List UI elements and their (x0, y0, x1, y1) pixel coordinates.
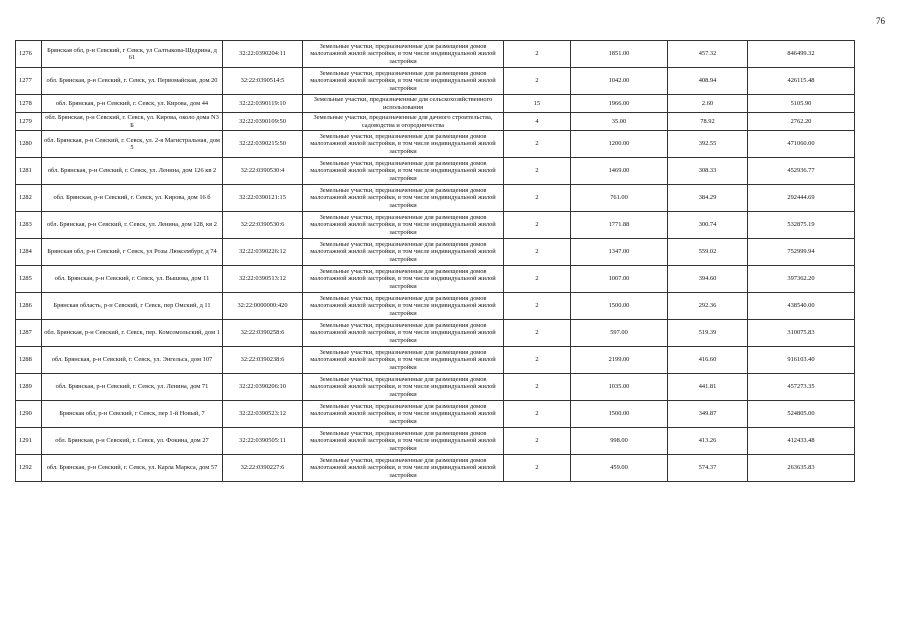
rate-cell: 457.32 (668, 41, 748, 68)
cadastral-number-cell: 32:22:0390215:50 (223, 131, 303, 158)
cadastral-value-cell: 916103.40 (748, 347, 855, 374)
land-use-cell: Земельные участки, предназначенные для сельскохозяйственного использования (303, 95, 504, 113)
cadastral-value-cell: 263635.83 (748, 455, 855, 482)
rate-cell: 519.39 (668, 320, 748, 347)
row-number: 1292 (16, 455, 42, 482)
table-row (16, 266, 855, 293)
land-use-cell: Земельные участки, предназначенные для размещения домов малоэтажной жилой застройки, в том числе индивидуальной жилой застройки (303, 428, 504, 455)
rate-cell: 78.92 (668, 113, 748, 131)
address-cell: обл. Брянская, р-н Севский, г. Севск, ул. Ленина, дом 128, кв 2 (42, 212, 223, 239)
area-cell: 1966.00 (571, 95, 668, 113)
table-row (16, 212, 855, 239)
cadastral-number-cell: 32:22:0390226:12 (223, 239, 303, 266)
land-use-cell: Земельные участки, предназначенные для размещения домов малоэтажной жилой застройки, в том числе индивидуальной жилой застройки (303, 239, 504, 266)
row-number: 1277 (16, 68, 42, 95)
land-use-cell: Земельные участки, предназначенные для дачного строительства, садоводства и огородничества (303, 113, 504, 131)
address-cell: обл. Брянская, р-н Севский, г. Севск, пер. Комсомольский, дом 1 (42, 320, 223, 347)
area-cell: 1851.00 (571, 41, 668, 68)
table-row (16, 131, 855, 158)
land-use-cell: Земельные участки, предназначенные для размещения домов малоэтажной жилой застройки, в том числе индивидуальной жилой застройки (303, 374, 504, 401)
cadastral-value-cell: 2762.20 (748, 113, 855, 131)
row-number: 1279 (16, 113, 42, 131)
land-use-cell: Земельные участки, предназначенные для размещения домов малоэтажной жилой застройки, в том числе индивидуальной жилой застройки (303, 266, 504, 293)
cadastral-number-cell: 32:22:0390206:10 (223, 374, 303, 401)
cadastral-number-cell: 32:22:0390204:11 (223, 41, 303, 68)
address-cell: обл. Брянская, р-н Севский, г. Севск, ул. Ленина, дом 71 (42, 374, 223, 401)
table-row (16, 158, 855, 185)
rate-cell: 308.33 (668, 158, 748, 185)
table-row (16, 68, 855, 95)
table-row (16, 428, 855, 455)
rate-cell: 292.36 (668, 293, 748, 320)
land-use-cell: Земельные участки, предназначенные для размещения домов малоэтажной жилой застройки, в том числе индивидуальной жилой застройки (303, 455, 504, 482)
table-row (16, 293, 855, 320)
rate-cell: 394.60 (668, 266, 748, 293)
land-use-cell: Земельные участки, предназначенные для размещения домов малоэтажной жилой застройки, в том числе индивидуальной жилой застройки (303, 41, 504, 68)
land-use-cell: Земельные участки, предназначенные для размещения домов малоэтажной жилой застройки, в том числе индивидуальной жилой застройки (303, 212, 504, 239)
cadastral-value-cell: 452936.77 (748, 158, 855, 185)
area-cell: 1347.00 (571, 239, 668, 266)
land-use-cell: Земельные участки, предназначенные для размещения домов малоэтажной жилой застройки, в том числе индивидуальной жилой застройки (303, 293, 504, 320)
address-cell: обл. Брянская, р-н Севский, г. Севск, ул. Карла Маркса, дом 57 (42, 455, 223, 482)
table-row (16, 239, 855, 266)
area-cell: 1469.00 (571, 158, 668, 185)
cadastral-value-cell: 524805.00 (748, 401, 855, 428)
cadastral-number-cell: 32:22:0390227:6 (223, 455, 303, 482)
table-row (16, 455, 855, 482)
area-cell: 1042.00 (571, 68, 668, 95)
cadastral-number-cell: 32:22:0390238:6 (223, 347, 303, 374)
table-row (16, 401, 855, 428)
address-cell: обл. Брянская, р-н Севский, г. Севск, ул. Вышова, дом 11 (42, 266, 223, 293)
land-use-cell: Земельные участки, предназначенные для размещения домов малоэтажной жилой застройки, в том числе индивидуальной жилой застройки (303, 185, 504, 212)
row-number: 1283 (16, 212, 42, 239)
land-use-cell: Земельные участки, предназначенные для размещения домов малоэтажной жилой застройки, в том числе индивидуальной жилой застройки (303, 68, 504, 95)
land-use-cell: Земельные участки, предназначенные для размещения домов малоэтажной жилой застройки, в том числе индивидуальной жилой застройки (303, 131, 504, 158)
cadastral-value-cell: 752999.94 (748, 239, 855, 266)
table-row (16, 95, 855, 113)
cadastral-value-cell: 846499.32 (748, 41, 855, 68)
category-cell: 2 (504, 68, 571, 95)
area-cell: 1200.00 (571, 131, 668, 158)
rate-cell: 384.29 (668, 185, 748, 212)
rate-cell: 559.02 (668, 239, 748, 266)
cadastral-value-cell: 412433.48 (748, 428, 855, 455)
area-cell: 1500.00 (571, 293, 668, 320)
address-cell: Брянская обл, р-н Севский, г Севск, пер 1-й Новый, 7 (42, 401, 223, 428)
cadastral-number-cell: 32:22:0390121:15 (223, 185, 303, 212)
table-row (16, 41, 855, 68)
area-cell: 1500.00 (571, 401, 668, 428)
address-cell: обл. Брянская, р-н Севский, г. Севск, ул. Кирова, дом 16 б (42, 185, 223, 212)
rate-cell: 413.26 (668, 428, 748, 455)
page-number: 76 (876, 16, 885, 26)
row-number: 1276 (16, 41, 42, 68)
rate-cell: 300.74 (668, 212, 748, 239)
category-cell: 2 (504, 41, 571, 68)
address-cell: обл. Брянская, р-н Севский, г. Севск, ул. Кирова, около дома N3 Б (42, 113, 223, 131)
rate-cell: 416.60 (668, 347, 748, 374)
land-use-cell: Земельные участки, предназначенные для размещения домов малоэтажной жилой застройки, в том числе индивидуальной жилой застройки (303, 320, 504, 347)
address-cell: Брянская область, р-н Севский, г Севск, пер Омский, д 11 (42, 293, 223, 320)
category-cell: 2 (504, 185, 571, 212)
category-cell: 2 (504, 320, 571, 347)
table-row (16, 374, 855, 401)
cadastral-value-cell: 532875.19 (748, 212, 855, 239)
area-cell: 35.00 (571, 113, 668, 131)
area-cell: 1771.88 (571, 212, 668, 239)
cadastral-number-cell: 32:22:0390119:10 (223, 95, 303, 113)
row-number: 1284 (16, 239, 42, 266)
table-row (16, 185, 855, 212)
rate-cell: 2.60 (668, 95, 748, 113)
row-number: 1286 (16, 293, 42, 320)
area-cell: 2199.00 (571, 347, 668, 374)
table-body (16, 41, 855, 482)
address-cell: Брянская обл, р-н Севский, г Севск, ул Салтыкова-Щедрина, д 61 (42, 41, 223, 68)
area-cell: 761.00 (571, 185, 668, 212)
row-number: 1280 (16, 131, 42, 158)
rate-cell: 408.94 (668, 68, 748, 95)
rate-cell: 392.55 (668, 131, 748, 158)
land-use-cell: Земельные участки, предназначенные для размещения домов малоэтажной жилой застройки, в том числе индивидуальной жилой застройки (303, 347, 504, 374)
area-cell: 1035.00 (571, 374, 668, 401)
cadastral-number-cell: 32:22:0390523:12 (223, 401, 303, 428)
cadastral-number-cell: 32:22:0390513:12 (223, 266, 303, 293)
category-cell: 2 (504, 374, 571, 401)
row-number: 1288 (16, 347, 42, 374)
area-cell: 1007.00 (571, 266, 668, 293)
cadastral-value-cell: 292444.69 (748, 185, 855, 212)
land-registry-table (15, 40, 855, 482)
category-cell: 2 (504, 428, 571, 455)
rate-cell: 574.37 (668, 455, 748, 482)
address-cell: обл. Брянская, р-н Севский, г. Севск, ул. Кирова, дом 44 (42, 95, 223, 113)
address-cell: обл. Брянская, р-н Севский, г. Севск, ул. Энгельса, дом 107 (42, 347, 223, 374)
category-cell: 2 (504, 266, 571, 293)
cadastral-number-cell: 32:22:0390514:5 (223, 68, 303, 95)
category-cell: 2 (504, 239, 571, 266)
category-cell: 2 (504, 293, 571, 320)
address-cell: обл. Брянская, р-н Севский, г. Севск, ул. Фокина, дом 27 (42, 428, 223, 455)
row-number: 1287 (16, 320, 42, 347)
land-use-cell: Земельные участки, предназначенные для размещения домов малоэтажной жилой застройки, в том числе индивидуальной жилой застройки (303, 158, 504, 185)
table-row (16, 347, 855, 374)
row-number: 1290 (16, 401, 42, 428)
category-cell: 2 (504, 455, 571, 482)
cadastral-value-cell: 457273.35 (748, 374, 855, 401)
rate-cell: 349.87 (668, 401, 748, 428)
row-number: 1282 (16, 185, 42, 212)
category-cell: 2 (504, 401, 571, 428)
row-number: 1285 (16, 266, 42, 293)
address-cell: обл. Брянская, р-н Севский, г. Севск, ул. Первомайская, дом 20 (42, 68, 223, 95)
cadastral-number-cell: 32:22:0390258:6 (223, 320, 303, 347)
land-use-cell: Земельные участки, предназначенные для размещения домов малоэтажной жилой застройки, в том числе индивидуальной жилой застройки (303, 401, 504, 428)
table-row (16, 320, 855, 347)
row-number: 1289 (16, 374, 42, 401)
cadastral-value-cell: 310075.83 (748, 320, 855, 347)
address-cell: обл. Брянская, р-н Севский, г. Севск, ул. 2-я Магистральная, дом 5 (42, 131, 223, 158)
address-cell: обл. Брянская, р-н Севский, г. Севск, ул. Ленина, дом 126 кв 2 (42, 158, 223, 185)
rate-cell: 441.81 (668, 374, 748, 401)
area-cell: 998.00 (571, 428, 668, 455)
cadastral-number-cell: 32:22:0000000:420 (223, 293, 303, 320)
cadastral-number-cell: 32:22:0390505:11 (223, 428, 303, 455)
area-cell: 459.00 (571, 455, 668, 482)
category-cell: 2 (504, 131, 571, 158)
category-cell: 4 (504, 113, 571, 131)
address-cell: Брянская обл, р-н Севский, г Севск, ул Розы Люксембург, д 74 (42, 239, 223, 266)
row-number: 1281 (16, 158, 42, 185)
cadastral-value-cell: 5105.90 (748, 95, 855, 113)
cadastral-number-cell: 32:22:0390530:4 (223, 158, 303, 185)
cadastral-number-cell: 32:22:0390530:6 (223, 212, 303, 239)
row-number: 1278 (16, 95, 42, 113)
cadastral-value-cell: 397362.20 (748, 266, 855, 293)
cadastral-number-cell: 32:22:0390109:50 (223, 113, 303, 131)
category-cell: 15 (504, 95, 571, 113)
category-cell: 2 (504, 158, 571, 185)
cadastral-value-cell: 471060.00 (748, 131, 855, 158)
cadastral-value-cell: 426115.48 (748, 68, 855, 95)
table-row (16, 113, 855, 131)
cadastral-value-cell: 438540.00 (748, 293, 855, 320)
category-cell: 2 (504, 212, 571, 239)
area-cell: 597.00 (571, 320, 668, 347)
category-cell: 2 (504, 347, 571, 374)
row-number: 1291 (16, 428, 42, 455)
